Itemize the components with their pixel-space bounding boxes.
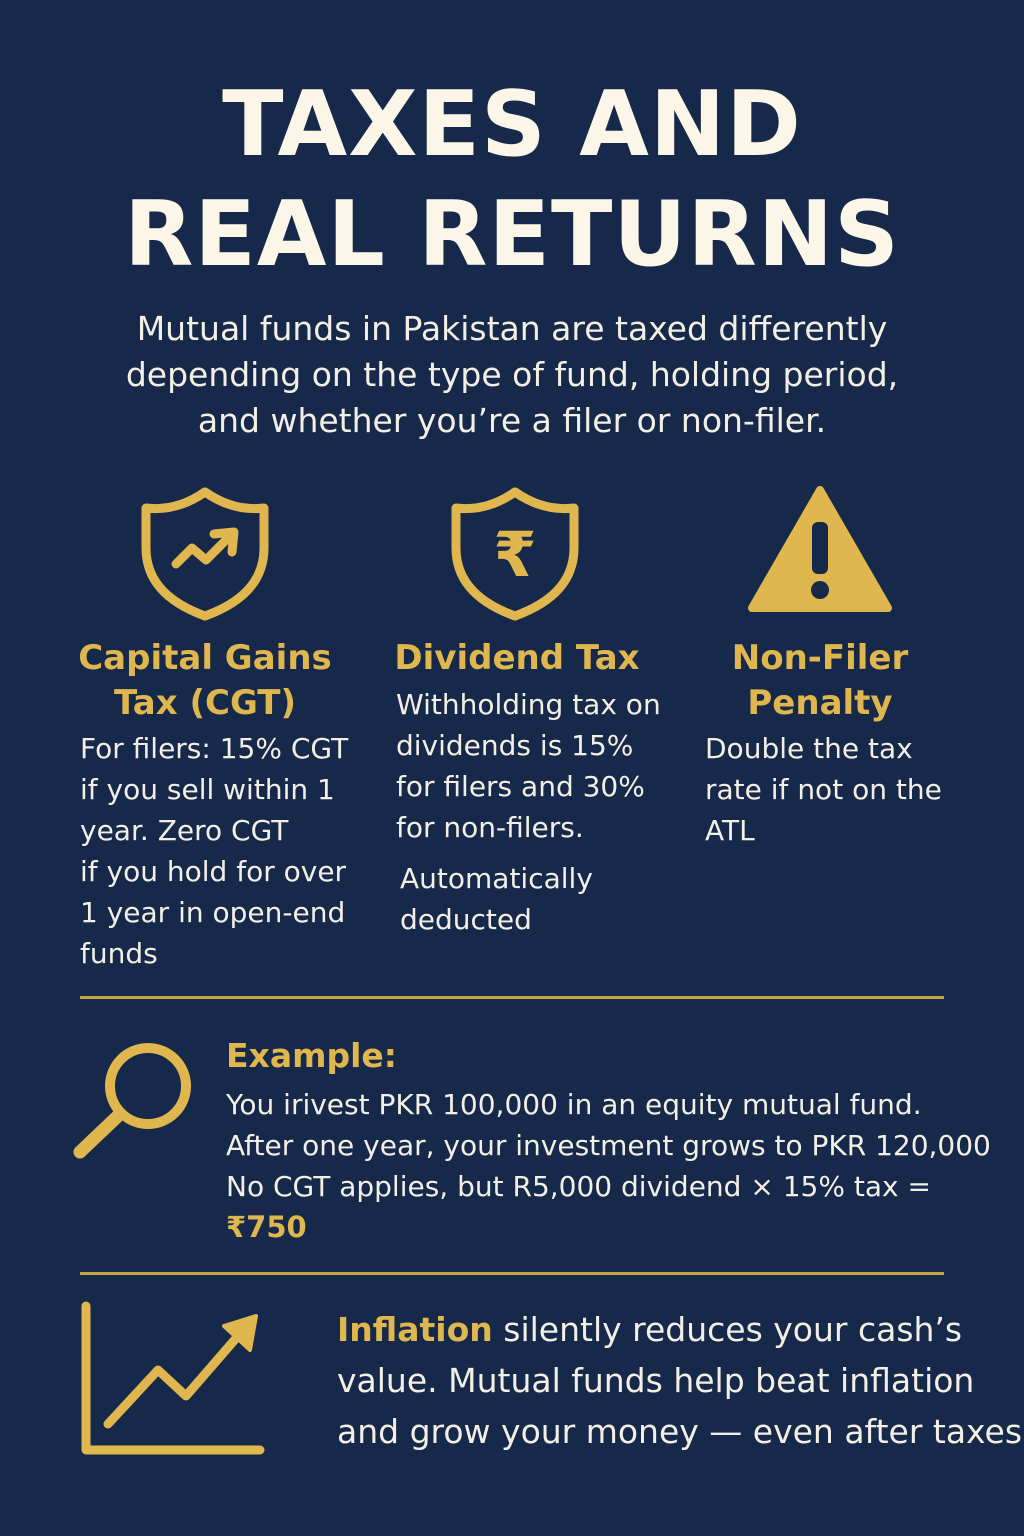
inflation-text: [337, 1304, 1023, 1457]
warning-triangle-icon: [746, 484, 894, 614]
shield-growth-arrow-icon: [140, 486, 270, 621]
cgt-heading: [50, 636, 360, 726]
cgt-heading-line-1: Capital Gains: [78, 638, 332, 678]
currency-glyph: ₹: [493, 518, 537, 591]
cgt-body: For filers: 15% CGT if you sell within 1 year. Zero CGT if you hold for over 1 year in open-end funds: [80, 732, 349, 970]
inflation-line-1: [337, 1304, 1017, 1355]
dividend-body: Withholding tax on dividends is 15% for filers and 30% for non-filers.: [396, 688, 661, 844]
cgt-heading-line-2: Tax (CGT): [113, 683, 297, 723]
intro-line-3: and whether you’re a filer or non-filer.: [197, 401, 827, 440]
non-filer-heading: [690, 636, 950, 726]
inflation-line-3: and grow your money — even after taxes: [337, 1412, 1023, 1451]
non-filer-heading-line-1: Non-Filer: [731, 638, 909, 678]
section-divider: [80, 996, 944, 999]
dividend-note: Automatically deducted: [400, 862, 593, 936]
page-title-line-1: TAXES AND: [222, 72, 802, 177]
example-heading: Example:: [226, 1036, 397, 1075]
magnifying-glass-icon: [68, 1038, 198, 1160]
inflation-line-2: value. Mutual funds help beat inflation: [337, 1361, 975, 1400]
example-line-1: You irivest PKR 100,000 in an equity mutual fund.: [226, 1088, 922, 1121]
growth-chart-icon: [78, 1300, 268, 1460]
non-filer-heading-line-2: Penalty: [747, 683, 893, 723]
section-divider: [80, 1272, 944, 1275]
example-line-2: After one year, your investment grows to PKR 120,000: [226, 1129, 991, 1162]
example-line-3: No CGT applies, but R5,000 dividend × 15% tax =: [226, 1170, 931, 1203]
example-result: ₹750: [226, 1210, 307, 1244]
dividend-heading-line-1: Dividend Tax: [394, 638, 640, 678]
intro-line-1: Mutual funds in Pakistan are taxed differently: [136, 309, 888, 348]
shield-currency-icon: [450, 486, 580, 621]
inflation-highlight: Inflation: [337, 1310, 493, 1349]
intro-line-2: depending on the type of fund, holding period,: [125, 355, 899, 394]
non-filer-body: Double the tax rate if not on the ATL: [705, 732, 942, 847]
dividend-heading: [372, 636, 662, 681]
inflation-line-1-rest: silently reduces your cash’s: [492, 1310, 963, 1349]
page-title-line-2: REAL RETURNS: [124, 182, 900, 287]
